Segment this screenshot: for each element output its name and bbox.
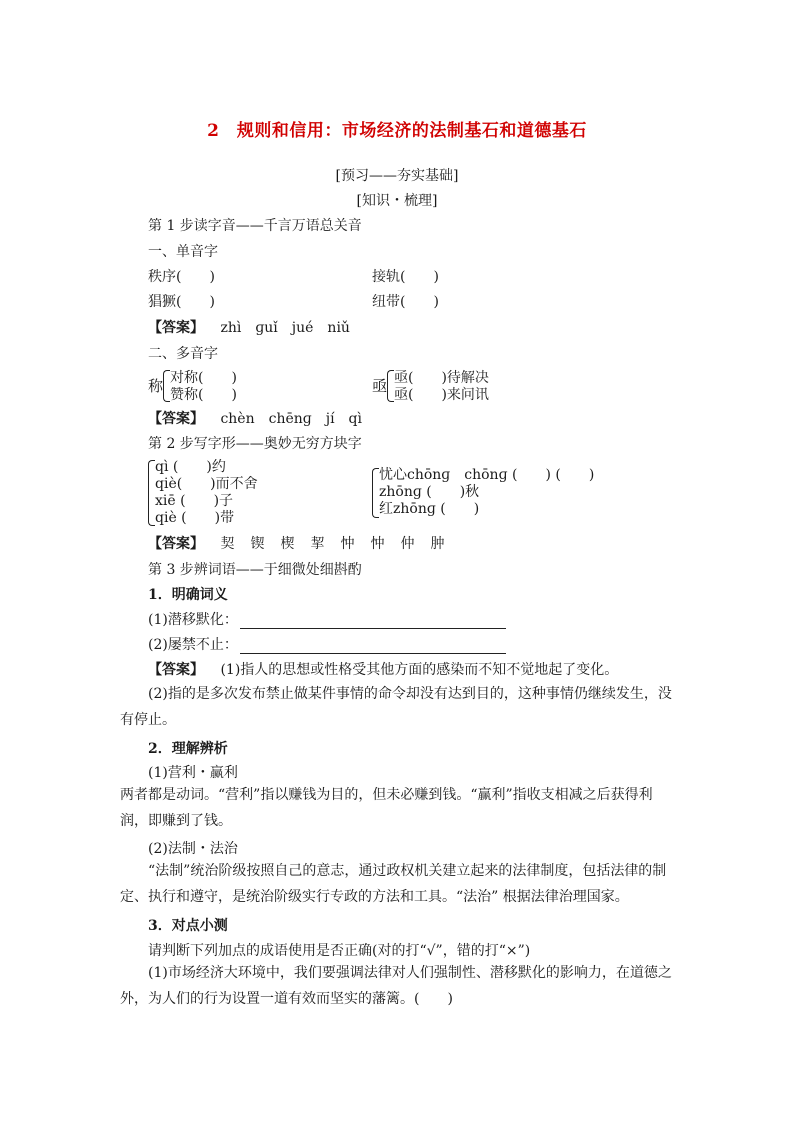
- shape-left-list: [155, 459, 258, 527]
- answer-label: 【答案】: [148, 411, 204, 427]
- single-item: 纽带( ): [372, 294, 439, 310]
- multi-item: 亟( )待解决: [394, 370, 489, 386]
- fill-row: [148, 634, 506, 654]
- step2-heading: 第 2 步写字形——奥妙无穷方块字: [148, 436, 362, 452]
- answer-paragraph: (2)指的是多次发布禁止做某件事情的命令却没有达到目的，这种事情仍继续发生，没有停止。: [120, 686, 672, 728]
- answer-label: 【答案】: [148, 662, 204, 678]
- brace: [387, 370, 394, 402]
- multi-item: 亟( )来问讯: [394, 387, 489, 403]
- answer-label: 【答案】: [148, 320, 204, 336]
- shape-item: xiē ( )子: [155, 493, 234, 509]
- test-question: (1)市场经济大环境中，我们要强调法律对人们强制性、潜移默化的影响力，在道德之外，为人们的行为设置一道有效而坚实的藩篱。( ): [120, 965, 672, 1007]
- answer-text: 契 锲 楔 挈 忡 忡 仲 肿: [220, 536, 446, 552]
- fill-label: (2)屡禁不止：: [148, 637, 238, 653]
- answer-row: [148, 408, 362, 428]
- answer-text: zhì ɡuǐ jué niǔ: [220, 320, 350, 336]
- multi-char: 亟: [372, 377, 388, 395]
- single-item: 猖獗( ): [148, 294, 215, 310]
- multi-item: 赞称( ): [170, 387, 237, 403]
- ming-heading: 1．明确词义: [148, 587, 228, 603]
- multi-char: 称: [148, 377, 164, 395]
- multi-heading: 二、多音字: [148, 346, 218, 362]
- answer-text: (1)指人的思想或性格受其他方面的感染而不知不觉地起了变化。: [220, 662, 619, 678]
- subsection-heading: [知识・梳理]: [356, 193, 438, 209]
- single-item: 秩序( ): [148, 269, 215, 285]
- single-item: 接轨( ): [372, 269, 439, 285]
- test-heading: 3．对点小测: [148, 918, 228, 934]
- answer-row: [148, 659, 618, 679]
- shape-item: qì ( )约: [155, 459, 226, 475]
- single-heading: 一、单音字: [148, 244, 218, 260]
- brace: [148, 460, 155, 526]
- li-paragraph: “法制”统治阶级按照自己的意志，通过政权机关建立起来的法律制度，包括法律的制定、执行和遵守，是统治阶级实行专政的方法和工具。“法治” 根据法律治理国家。: [120, 863, 667, 905]
- page-title: 2 规则和信用：市场经济的法制基石和道德基石: [207, 121, 587, 141]
- step3-heading: 第 3 步辨词语——于细微处细斟酌: [148, 562, 362, 578]
- brace: [372, 468, 379, 518]
- shape-item: qiè( )而不舍: [155, 476, 258, 492]
- li-heading: 2．理解辨析: [148, 741, 228, 757]
- step1-heading: 第 1 步读字音——千言万语总关音: [148, 218, 362, 234]
- fill-blank[interactable]: [240, 639, 506, 654]
- shape-item: 忧心chōnɡ chōnɡ ( ) ( ): [379, 467, 595, 483]
- test-instruction: 请判断下列加点的成语使用是否正确(对的打“√”，错的打“×”): [148, 943, 531, 959]
- li-item: (1)营利・赢利: [148, 765, 238, 781]
- shape-item: zhōnɡ ( )秋: [379, 484, 480, 500]
- li-paragraph: 两者都是动词。“营利”指以赚钱为目的，但未必赚到钱。“赢利”指收支相减之后获得利润，即赚到了钱。: [120, 787, 653, 829]
- multi-item: 对称( ): [170, 370, 237, 386]
- section-heading: [预习——夯实基础]: [335, 168, 459, 184]
- shape-item: 红zhōnɡ ( ): [379, 501, 480, 517]
- li-item: (2)法制・法治: [148, 841, 238, 857]
- answer-row: [148, 317, 350, 337]
- answer-label: 【答案】: [148, 536, 204, 552]
- fill-blank[interactable]: [240, 614, 506, 629]
- brace: [163, 370, 170, 402]
- fill-row: [148, 609, 506, 629]
- fill-label: (1)潜移默化：: [148, 612, 238, 628]
- answer-text: chèn chēnɡ jí qì: [220, 411, 362, 427]
- shape-right-list: [379, 467, 594, 518]
- answer-row: [148, 533, 445, 553]
- shape-item: qiè ( )带: [155, 510, 235, 526]
